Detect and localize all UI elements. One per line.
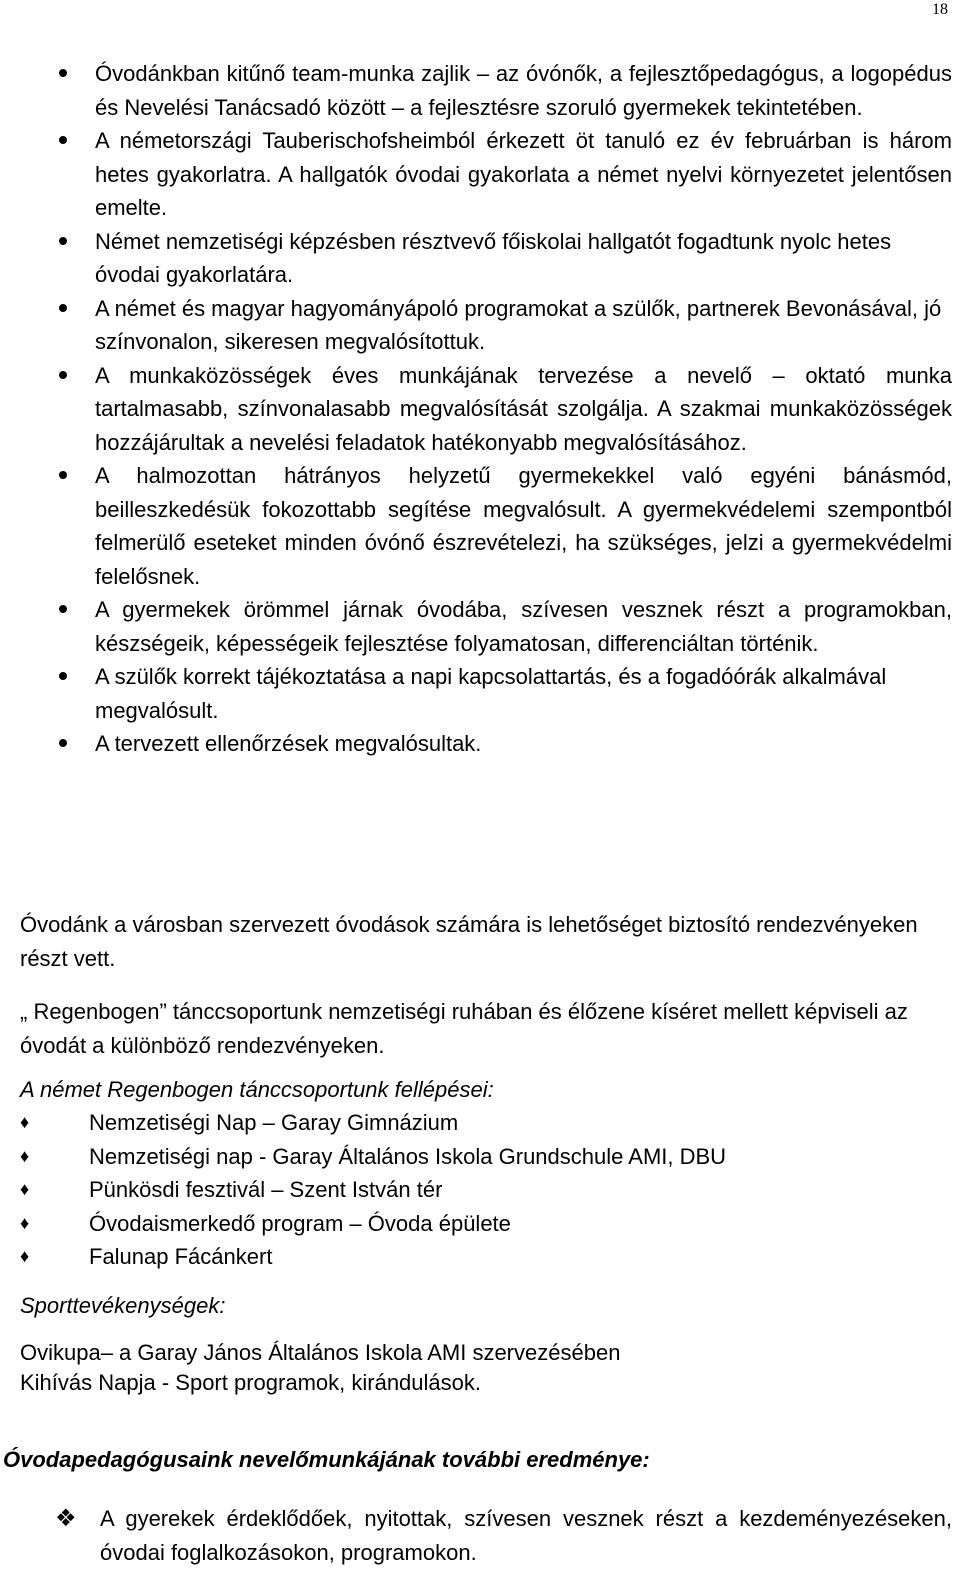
bullet-text: A gyermekek örömmel járnak óvodába, szívesen vesznek részt a programokban, készségeik, képességeik fejlesztése folyamatosan, differenciáltan történik. bbox=[95, 597, 952, 656]
bullet-dot-icon bbox=[59, 136, 67, 144]
bullet-dot-icon bbox=[59, 739, 67, 747]
bullet-item bbox=[0, 57, 960, 124]
bullet-text: A tervezett ellenőrzések megvalósultak. bbox=[95, 731, 482, 756]
bullet-text: Óvodánkban kitűnő team-munka zajlik – az óvónők, a fejlesztőpedagógus, a logopédus és Nevelési Tanácsadó között – a fejlesztésre szoruló gyermekek tekintetében. bbox=[95, 61, 952, 120]
bullet-list bbox=[0, 57, 960, 761]
performances-heading: A német Regenbogen tánccsoportunk fellépései: bbox=[20, 1077, 494, 1102]
bullet-item bbox=[0, 124, 960, 225]
sports-heading: Sporttevékenységek: bbox=[20, 1293, 226, 1318]
bullet-item bbox=[0, 359, 960, 460]
performance-text: Nemzetiségi nap - Garay Általános Iskola Grundschule AMI, DBU bbox=[89, 1143, 727, 1169]
bullet-dot-icon bbox=[59, 69, 67, 77]
page-number: 18 bbox=[932, 1, 948, 18]
bullet-text: A német és magyar hagyományápoló programokat a szülők, partnerek Bevonásával, jó színvonalon, sikeresen megvalósítottuk. bbox=[95, 295, 942, 354]
performance-text: Falunap Fácánkert bbox=[89, 1244, 273, 1269]
results-heading: Óvodapedagógusaink nevelőmunkájának további eredménye: bbox=[3, 1447, 650, 1472]
bullet-text: A munkaközösségek éves munkájának tervezése a nevelő – oktató munka tartalmasabb, színvonalasabb megvalósítását szolgálja. A szakmai munkaközösségek hozzájárultak a nevelési feladatok hatékonyabb megvalósításához. bbox=[95, 362, 952, 455]
sports-line: Ovikupa– a Garay János Általános Iskola AMI szervezésében bbox=[20, 1340, 621, 1365]
diamond-bullet-icon: ♦ bbox=[20, 1212, 30, 1233]
diamond-bullet-icon: ♦ bbox=[20, 1179, 30, 1199]
bullet-dot-icon bbox=[59, 605, 67, 613]
diamond-bullet-icon: ♦ bbox=[20, 1112, 30, 1132]
bullet-dot-icon bbox=[59, 237, 67, 245]
performance-item bbox=[0, 1140, 960, 1174]
performances-list bbox=[0, 1106, 960, 1274]
diamond-bullet-icon: ♦ bbox=[20, 1145, 30, 1166]
performance-text: Óvodaismerkedő program – Óvoda épülete bbox=[89, 1210, 511, 1236]
bullet-text: A szülők korrekt tájékoztatása a napi kapcsolattartás, és a fogadóórák alkalmával megvalósult. bbox=[95, 664, 887, 723]
diamond-bullet-icon: ♦ bbox=[20, 1246, 30, 1266]
bullet-dot-icon bbox=[59, 471, 67, 479]
paragraph-city-events: Óvodánk a városban szervezett óvodások számára is lehetőséget biztosító rendezvényeken részt vett. bbox=[20, 912, 918, 971]
bullet-dot-icon bbox=[59, 304, 67, 312]
bullet-text: A németországi Tauberischofsheimból érkezett öt tanuló ez év februárban is három hetes gyakorlatra. A hallgatók óvodai gyakorlata a német nyelvi környezetet jelentősen emelte. bbox=[95, 128, 952, 220]
results-item bbox=[0, 1502, 960, 1569]
bullet-text: A halmozottan hátrányos helyzetű gyermekekkel való egyéni bánásmód, beilleszkedésük fokozottabb segítése megvalósult. A gyermekvédelemi szempontból felmerülő eseteket minden óvónő észrevételezi, ha szükséges, jelzi a gyermekvédelmi felelősnek. bbox=[95, 463, 952, 589]
performance-item bbox=[0, 1207, 960, 1241]
bullet-item bbox=[0, 225, 960, 292]
performance-text: Nemzetiségi Nap – Garay Gimnázium bbox=[89, 1110, 459, 1135]
bullet-text: Német nemzetiségi képzésben résztvevő főiskolai hallgatót fogadtunk nyolc hetes óvodai gyakorlatára. bbox=[95, 228, 892, 287]
bullet-dot-icon bbox=[59, 371, 67, 379]
bullet-item bbox=[0, 727, 960, 761]
bullet-dot-icon bbox=[59, 672, 67, 680]
performance-text: Pünkösdi fesztivál – Szent István tér bbox=[89, 1177, 443, 1202]
performance-item bbox=[0, 1106, 960, 1140]
bullet-item bbox=[0, 660, 960, 727]
bullet-item bbox=[0, 593, 960, 660]
performance-item bbox=[0, 1173, 960, 1207]
paragraph-dance-group: „ Regenbogen” tánccsoportunk nemzetiségi ruhában és élőzene kíséret mellett képviseli az óvodát a különböző rendezvényeken. bbox=[20, 999, 908, 1058]
bullet-item bbox=[0, 459, 960, 593]
results-text: A gyerekek érdeklődőek, nyitottak, szívesen vesznek részt a kezdeményezéseken, óvodai foglalkozásokon, programokon. bbox=[100, 1506, 952, 1565]
star-bullet-icon: ❖ bbox=[55, 1505, 77, 1532]
sports-line: Kihívás Napja - Sport programok, kirándulások. bbox=[20, 1370, 481, 1395]
bullet-item bbox=[0, 292, 960, 359]
performance-item bbox=[0, 1240, 960, 1274]
